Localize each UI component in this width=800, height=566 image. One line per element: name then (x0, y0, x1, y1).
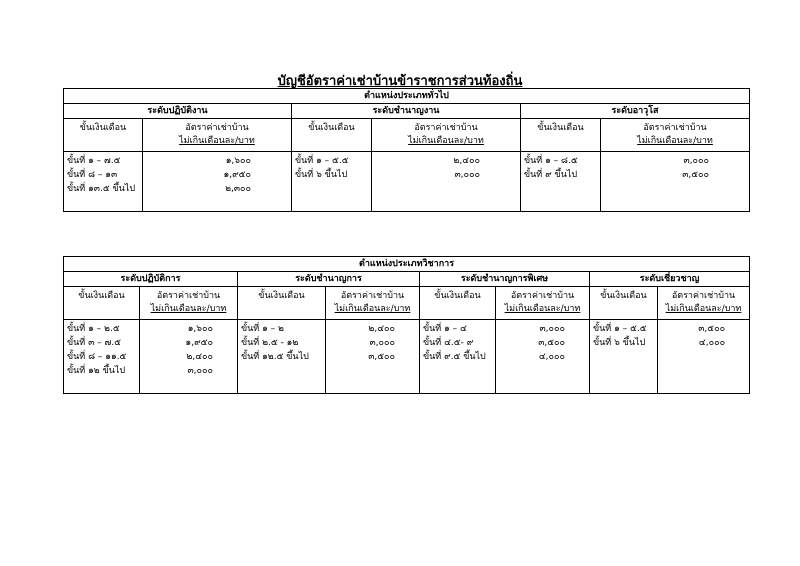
general-positions-table (63, 88, 750, 212)
salary-steps-cell: ขั้นที่ ๑ – ๒.๕ ขั้นที่ ๓ – ๗.๕ ขั้นที่ ๘ – ๑๑.๕ ขั้นที่ ๑๒ ขึ้นไป (64, 320, 140, 394)
section-title-academic: ตำแหน่งประเภทวิชาการ (64, 257, 750, 272)
level-header: ระดับชำนาญการพิเศษ (420, 272, 590, 287)
col-header-salary: ขั้นเงินเดือน (238, 287, 326, 320)
col-header-rate: อัตราค่าเช่าบ้าน ไม่เกินเดือนละ/บาท (601, 119, 750, 152)
rate-values-cell: ๓,๐๐๐ ๓,๕๐๐ ๔,๐๐๐ (496, 320, 590, 394)
salary-steps-cell: ขั้นที่ ๑ – ๗.๕ ขั้นที่ ๘ – ๑๓ ขั้นที่ ๑๓.๕ ขึ้นไป (64, 152, 143, 212)
level-header: ระดับชำนาญการ (238, 272, 420, 287)
rate-values-cell: ๒,๔๐๐ ๓,๐๐๐ ๓,๕๐๐ (326, 320, 420, 394)
level-header: ระดับปฏิบัติงาน (64, 104, 292, 119)
rate-values-cell: ๑,๖๐๐ ๑,๙๕๐ ๒,๔๐๐ ๓,๐๐๐ (140, 320, 238, 394)
salary-steps-cell: ขั้นที่ ๑ – ๕.๕ ขั้นที่ ๖ ขึ้นไป (590, 320, 658, 394)
academic-positions-table (63, 256, 750, 394)
col-header-salary: ขั้นเงินเดือน (420, 287, 496, 320)
salary-steps-cell: ขั้นที่ ๑ – ๘.๕ ขั้นที่ ๙ ขึ้นไป (521, 152, 601, 212)
col-header-salary: ขั้นเงินเดือน (292, 119, 372, 152)
col-header-salary: ขั้นเงินเดือน (590, 287, 658, 320)
salary-steps-cell: ขั้นที่ ๑ – ๔ ขั้นที่ ๔.๕- ๙ ขั้นที่ ๙.๕ ขึ้นไป (420, 320, 496, 394)
rate-values-cell: ๑,๖๐๐ ๑,๙๕๐ ๒,๓๐๐ (143, 152, 292, 212)
col-header-rate: อัตราค่าเช่าบ้าน ไม่เกินเดือนละ/บาท (658, 287, 750, 320)
level-header: ระดับเชี่ยวชาญ (590, 272, 750, 287)
rate-values-cell: ๒,๔๐๐ ๓,๐๐๐ (372, 152, 521, 212)
col-header-rate: อัตราค่าเช่าบ้าน ไม่เกินเดือนละ/บาท (372, 119, 521, 152)
col-header-rate: อัตราค่าเช่าบ้าน ไม่เกินเดือนละ/บาท (143, 119, 292, 152)
level-header: ระดับปฏิบัติการ (64, 272, 238, 287)
level-header: ระดับอาวุโส (521, 104, 750, 119)
col-header-rate: อัตราค่าเช่าบ้าน ไม่เกินเดือนละ/บาท (496, 287, 590, 320)
rate-values-cell: ๓,๐๐๐ ๓,๕๐๐ (601, 152, 750, 212)
col-header-salary: ขั้นเงินเดือน (521, 119, 601, 152)
salary-steps-cell: ขั้นที่ ๑ – ๕.๕ ขั้นที่ ๖ ขึ้นไป (292, 152, 372, 212)
col-header-salary: ขั้นเงินเดือน (64, 287, 140, 320)
document-title: บัญชีอัตราค่าเช่าบ้านข้าราชการส่วนท้องถิ่น (277, 74, 523, 89)
col-header-rate: อัตราค่าเช่าบ้าน ไม่เกินเดือนละ/บาท (140, 287, 238, 320)
rate-values-cell: ๓,๕๐๐ ๔,๐๐๐ (658, 320, 750, 394)
level-header: ระดับชำนาญงาน (292, 104, 521, 119)
col-header-salary: ขั้นเงินเดือน (64, 119, 143, 152)
salary-steps-cell: ขั้นที่ ๑ – ๒ ขั้นที่ ๒.๕ - ๑๒ ขั้นที่ ๑๒.๕ ขึ้นไป (238, 320, 326, 394)
col-header-rate: อัตราค่าเช่าบ้าน ไม่เกินเดือนละ/บาท (326, 287, 420, 320)
section-title-general: ตำแหน่งประเภททั่วไป (64, 89, 750, 104)
